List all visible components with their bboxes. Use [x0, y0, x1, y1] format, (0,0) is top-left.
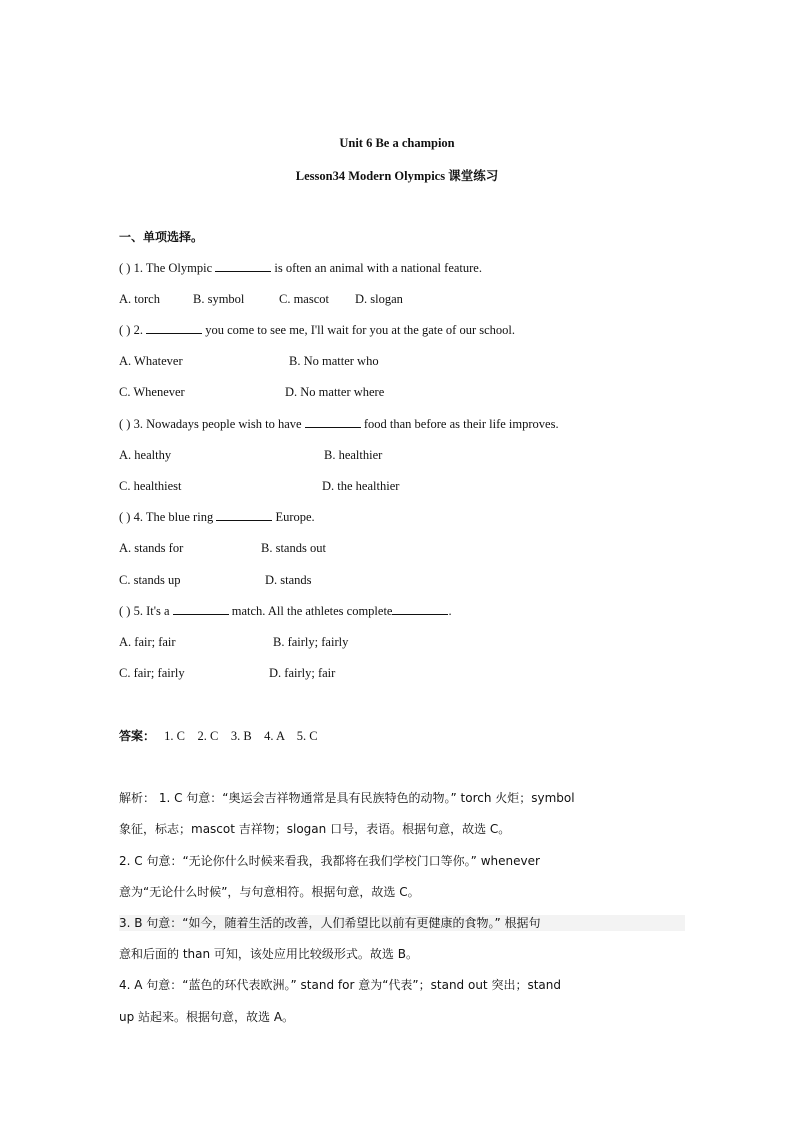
- option: B. fairly; fairly: [273, 635, 349, 649]
- option: C. Whenever: [119, 385, 185, 399]
- option: A. fair; fair: [119, 635, 176, 649]
- option: D. stands: [265, 573, 312, 587]
- option: D. fairly; fair: [269, 666, 336, 680]
- section-heading: 一、单项选择。: [119, 230, 204, 244]
- analysis-line: 3. B 句意：“如今，随着生活的改善，人们希望比以前有更健康的食物。” 根据句: [119, 915, 685, 931]
- option: B. symbol: [193, 292, 245, 306]
- blank: [215, 260, 271, 272]
- blank: [173, 603, 229, 615]
- question-4-options-1: [119, 540, 326, 556]
- question-5-options-2: [119, 665, 335, 681]
- analysis-line: 解析： 1. C 句意：“奥运会吉祥物通常是具有民族特色的动物。” torch 火炬；symbol: [119, 791, 575, 805]
- analysis-line: 2. C 句意：“无论你什么时候来看我，我都将在我们学校门口等你。” whenever: [119, 854, 540, 868]
- question-3-options-1: [119, 447, 382, 463]
- option: B. No matter who: [289, 354, 379, 368]
- analysis-line: 意为“无论什么时候”，与句意相符。根据句意，故选 C。: [119, 885, 420, 899]
- blank: [392, 603, 448, 615]
- doc-subtitle: Lesson34 Modern Olympics 课堂练习: [295, 169, 499, 183]
- question-3: ( ) 3. Nowadays people wish to have food than before as their life improves.: [119, 417, 559, 431]
- option: D. the healthier: [322, 479, 400, 493]
- question-4: ( ) 4. The blue ring Europe.: [119, 510, 315, 524]
- option: B. healthier: [324, 448, 383, 462]
- question-2-options-1: [119, 353, 379, 369]
- question-1: ( ) 1. The Olympic is often an animal with a national feature.: [119, 261, 482, 275]
- question-2-options-2: [119, 384, 384, 400]
- option: C. stands up: [119, 573, 181, 587]
- analysis-line: 象征，标志；mascot 吉祥物；slogan 口号，表语。根据句意，故选 C。: [119, 822, 511, 836]
- analysis-line: up 站起来。根据句意，故选 A。: [119, 1010, 295, 1024]
- option: D. No matter where: [285, 385, 385, 399]
- option: A. torch: [119, 292, 160, 306]
- analysis-line: 4. A 句意：“蓝色的环代表欧洲。” stand for 意为“代表”；stand out 突出；stand: [119, 978, 561, 992]
- answers-line: [119, 728, 318, 744]
- question-2: ( ) 2. you come to see me, I'll wait for you at the gate of our school.: [119, 323, 516, 337]
- answers-text: 1. C 2. C 3. B 4. A 5. C: [164, 729, 318, 743]
- question-5-options-1: [119, 634, 348, 650]
- blank: [216, 509, 272, 521]
- option: A. stands for: [119, 541, 184, 555]
- blank: [146, 322, 202, 334]
- question-3-options-2: [119, 478, 399, 494]
- analysis-line: 意和后面的 than 可知，该处应用比较级形式。故选 B。: [119, 947, 418, 961]
- option: C. mascot: [279, 292, 329, 306]
- option: A. Whatever: [119, 354, 183, 368]
- question-4-options-2: [119, 572, 312, 588]
- option: C. fair; fairly: [119, 666, 185, 680]
- option: A. healthy: [119, 448, 172, 462]
- doc-title: Unit 6 Be a champion: [339, 136, 455, 150]
- option: C. healthiest: [119, 479, 182, 493]
- question-1-options: [119, 291, 403, 307]
- answers-label: 答案：: [119, 729, 156, 743]
- option: D. slogan: [355, 292, 403, 306]
- question-5: ( ) 5. It's a match. All the athletes complete .: [119, 604, 452, 618]
- option: B. stands out: [261, 541, 326, 555]
- blank: [305, 416, 361, 428]
